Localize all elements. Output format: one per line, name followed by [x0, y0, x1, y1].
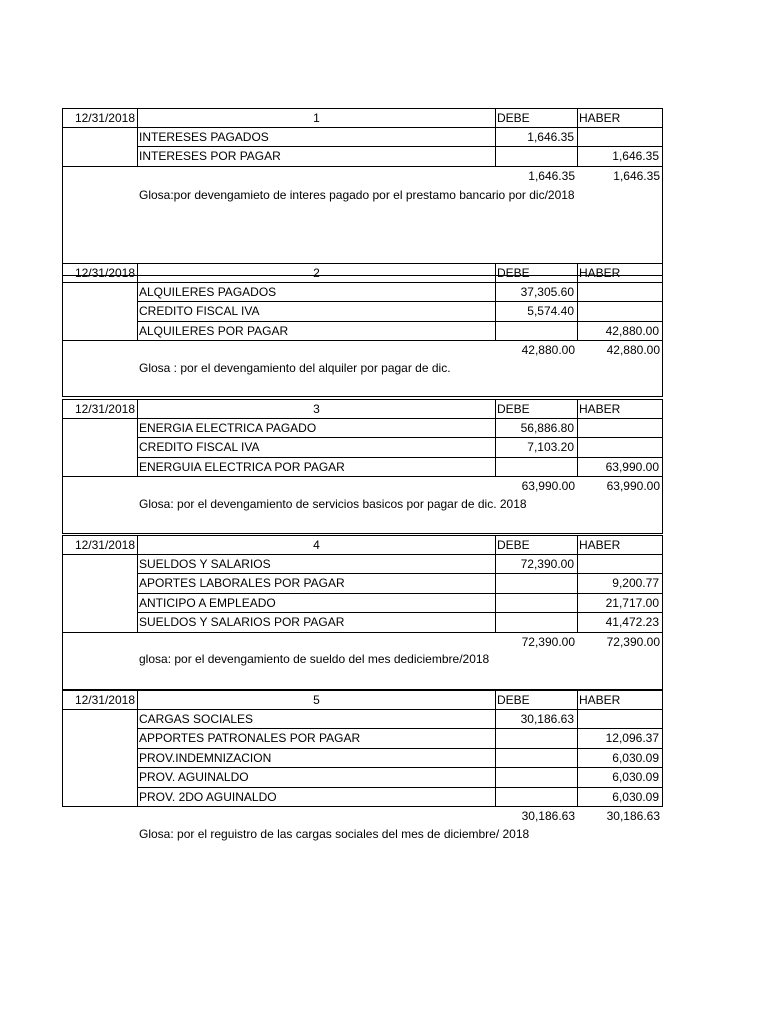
account-name: CREDITO FISCAL IVA — [138, 438, 496, 458]
account-name: ANTICIPO A EMPLEADO — [138, 594, 496, 614]
debe-amount: 72,390.00 — [496, 555, 578, 575]
table-row — [62, 128, 663, 148]
account-name: APORTES LABORALES POR PAGAR — [138, 574, 496, 594]
journal-entry-2 — [62, 263, 663, 375]
entry-number: 5 — [138, 690, 496, 710]
entry-date: 12/31/2018 — [62, 690, 138, 710]
journal-entry-3 — [62, 399, 663, 511]
journal-entry-1 — [62, 108, 663, 202]
entry-number: 2 — [138, 263, 496, 283]
date-cell-empty — [62, 710, 138, 730]
date-cell-empty — [62, 574, 138, 594]
table-row — [62, 749, 663, 769]
debe-amount — [496, 458, 578, 478]
debe-amount — [496, 613, 578, 633]
debe-amount: 7,103.20 — [496, 438, 578, 458]
total-debe: 30,186.63 — [521, 809, 575, 823]
debe-header: DEBE — [496, 690, 578, 710]
totals-row — [62, 341, 663, 361]
debe-amount: 56,886.80 — [496, 419, 578, 439]
table-row — [62, 322, 663, 342]
haber-amount: 6,030.09 — [578, 768, 663, 788]
entry-date: 12/31/2018 — [62, 263, 138, 283]
date-cell-empty — [62, 322, 138, 342]
date-cell-empty — [62, 788, 138, 808]
haber-amount: 9,200.77 — [578, 574, 663, 594]
total-debe: 42,880.00 — [521, 343, 575, 357]
account-name: ENERGUIA ELECTRICA POR PAGAR — [138, 458, 496, 478]
date-cell-empty — [62, 555, 138, 575]
table-row — [62, 729, 663, 749]
haber-amount: 21,717.00 — [578, 594, 663, 614]
haber-header: HABER — [578, 690, 663, 710]
haber-amount — [578, 710, 663, 730]
total-haber: 42,880.00 — [606, 343, 660, 357]
haber-amount: 1,646.35 — [578, 147, 663, 167]
account-name: ALQUILERES POR PAGAR — [138, 322, 496, 342]
account-name: ALQUILERES PAGADOS — [138, 283, 496, 303]
debe-amount — [496, 147, 578, 167]
debe-amount — [496, 768, 578, 788]
haber-amount — [578, 555, 663, 575]
account-name: CARGAS SOCIALES — [138, 710, 496, 730]
journal-entry-4 — [62, 535, 663, 666]
haber-header: HABER — [578, 108, 663, 128]
entry-header-row — [62, 108, 663, 128]
totals-row — [62, 633, 663, 653]
table-row — [62, 302, 663, 322]
debe-amount — [496, 594, 578, 614]
date-cell-empty — [62, 438, 138, 458]
entry-date: 12/31/2018 — [62, 535, 138, 555]
debe-amount — [496, 788, 578, 808]
table-row — [62, 438, 663, 458]
date-cell-empty — [62, 128, 138, 148]
total-debe: 72,390.00 — [521, 634, 575, 649]
entry-glosa: Glosa: por el devengamiento de servicios basicos por pagar de dic. 2018 — [139, 497, 527, 511]
total-debe: 63,990.00 — [521, 479, 575, 493]
table-row — [62, 788, 663, 808]
entry-header-row — [62, 535, 663, 555]
date-cell-empty — [62, 729, 138, 749]
debe-amount: 5,574.40 — [496, 302, 578, 322]
table-row — [62, 768, 663, 788]
account-name: PROV. 2DO AGUINALDO — [138, 788, 496, 808]
debe-header: DEBE — [496, 535, 578, 555]
debe-header: DEBE — [496, 399, 578, 419]
table-row — [62, 594, 663, 614]
totals-row — [62, 167, 663, 187]
account-name: SUELDOS Y SALARIOS — [138, 555, 496, 575]
entry-glosa: Glosa:por devengamieto de interes pagado por el prestamo bancario por dic/2018 — [139, 188, 575, 202]
debe-amount: 37,305.60 — [496, 283, 578, 303]
table-row — [62, 574, 663, 594]
date-cell-empty — [62, 594, 138, 614]
table-row — [62, 283, 663, 303]
table-row — [62, 458, 663, 478]
total-haber: 72,390.00 — [606, 634, 660, 649]
debe-amount — [496, 322, 578, 342]
debe-amount: 30,186.63 — [496, 710, 578, 730]
haber-amount: 6,030.09 — [578, 788, 663, 808]
table-row — [62, 613, 663, 633]
date-cell-empty — [62, 147, 138, 167]
account-name: INTERESES PAGADOS — [138, 128, 496, 148]
debe-amount: 1,646.35 — [496, 128, 578, 148]
account-name: SUELDOS Y SALARIOS POR PAGAR — [138, 613, 496, 633]
haber-amount — [578, 302, 663, 322]
haber-amount — [578, 419, 663, 439]
haber-amount — [578, 283, 663, 303]
entry-date: 12/31/2018 — [62, 399, 138, 419]
total-haber: 63,990.00 — [606, 479, 660, 493]
table-row — [62, 710, 663, 730]
table-row — [62, 419, 663, 439]
debe-amount — [496, 749, 578, 769]
haber-amount — [578, 438, 663, 458]
haber-header: HABER — [578, 399, 663, 419]
account-name: APPORTES PATRONALES POR PAGAR — [138, 729, 496, 749]
date-cell-empty — [62, 302, 138, 322]
account-name: CREDITO FISCAL IVA — [138, 302, 496, 322]
haber-amount: 41,472.23 — [578, 613, 663, 633]
debe-amount — [496, 574, 578, 594]
date-cell-empty — [62, 458, 138, 478]
debe-header: DEBE — [496, 263, 578, 283]
account-name: PROV. AGUINALDO — [138, 768, 496, 788]
haber-amount: 6,030.09 — [578, 749, 663, 769]
account-name: PROV.INDEMNIZACION — [138, 749, 496, 769]
total-haber: 30,186.63 — [606, 809, 660, 823]
entry-number: 1 — [138, 108, 496, 128]
entry-date: 12/31/2018 — [62, 108, 138, 128]
debe-amount — [496, 729, 578, 749]
entry-header-row — [62, 690, 663, 710]
entry-header-row — [62, 263, 663, 283]
debe-header: DEBE — [496, 108, 578, 128]
account-name: ENERGIA ELECTRICA PAGADO — [138, 419, 496, 439]
table-row — [62, 555, 663, 575]
account-name: INTERESES POR PAGAR — [138, 147, 496, 167]
total-haber: 1,646.35 — [613, 168, 660, 183]
date-cell-empty — [62, 749, 138, 769]
totals-row — [62, 807, 663, 827]
haber-amount: 12,096.37 — [578, 729, 663, 749]
date-cell-empty — [62, 613, 138, 633]
entry-glosa: Glosa : por el devengamiento del alquiler por pagar de dic. — [139, 361, 451, 375]
date-cell-empty — [62, 768, 138, 788]
entry-header-row — [62, 399, 663, 419]
total-debe: 1,646.35 — [528, 168, 575, 183]
table-row — [62, 147, 663, 167]
date-cell-empty — [62, 419, 138, 439]
entry-glosa: glosa: por el devengamiento de sueldo del mes dediciembre/2018 — [139, 652, 490, 666]
haber-amount: 63,990.00 — [578, 458, 663, 478]
haber-header: HABER — [578, 535, 663, 555]
haber-header: HABER — [578, 263, 663, 283]
totals-row — [62, 477, 663, 497]
entry-number: 4 — [138, 535, 496, 555]
journal-entry-5 — [62, 690, 663, 841]
haber-amount: 42,880.00 — [578, 322, 663, 342]
date-cell-empty — [62, 283, 138, 303]
entry-glosa: Glosa: por el reguistro de las cargas sociales del mes de diciembre/ 2018 — [139, 827, 530, 841]
entry-number: 3 — [138, 399, 496, 419]
haber-amount — [578, 128, 663, 148]
